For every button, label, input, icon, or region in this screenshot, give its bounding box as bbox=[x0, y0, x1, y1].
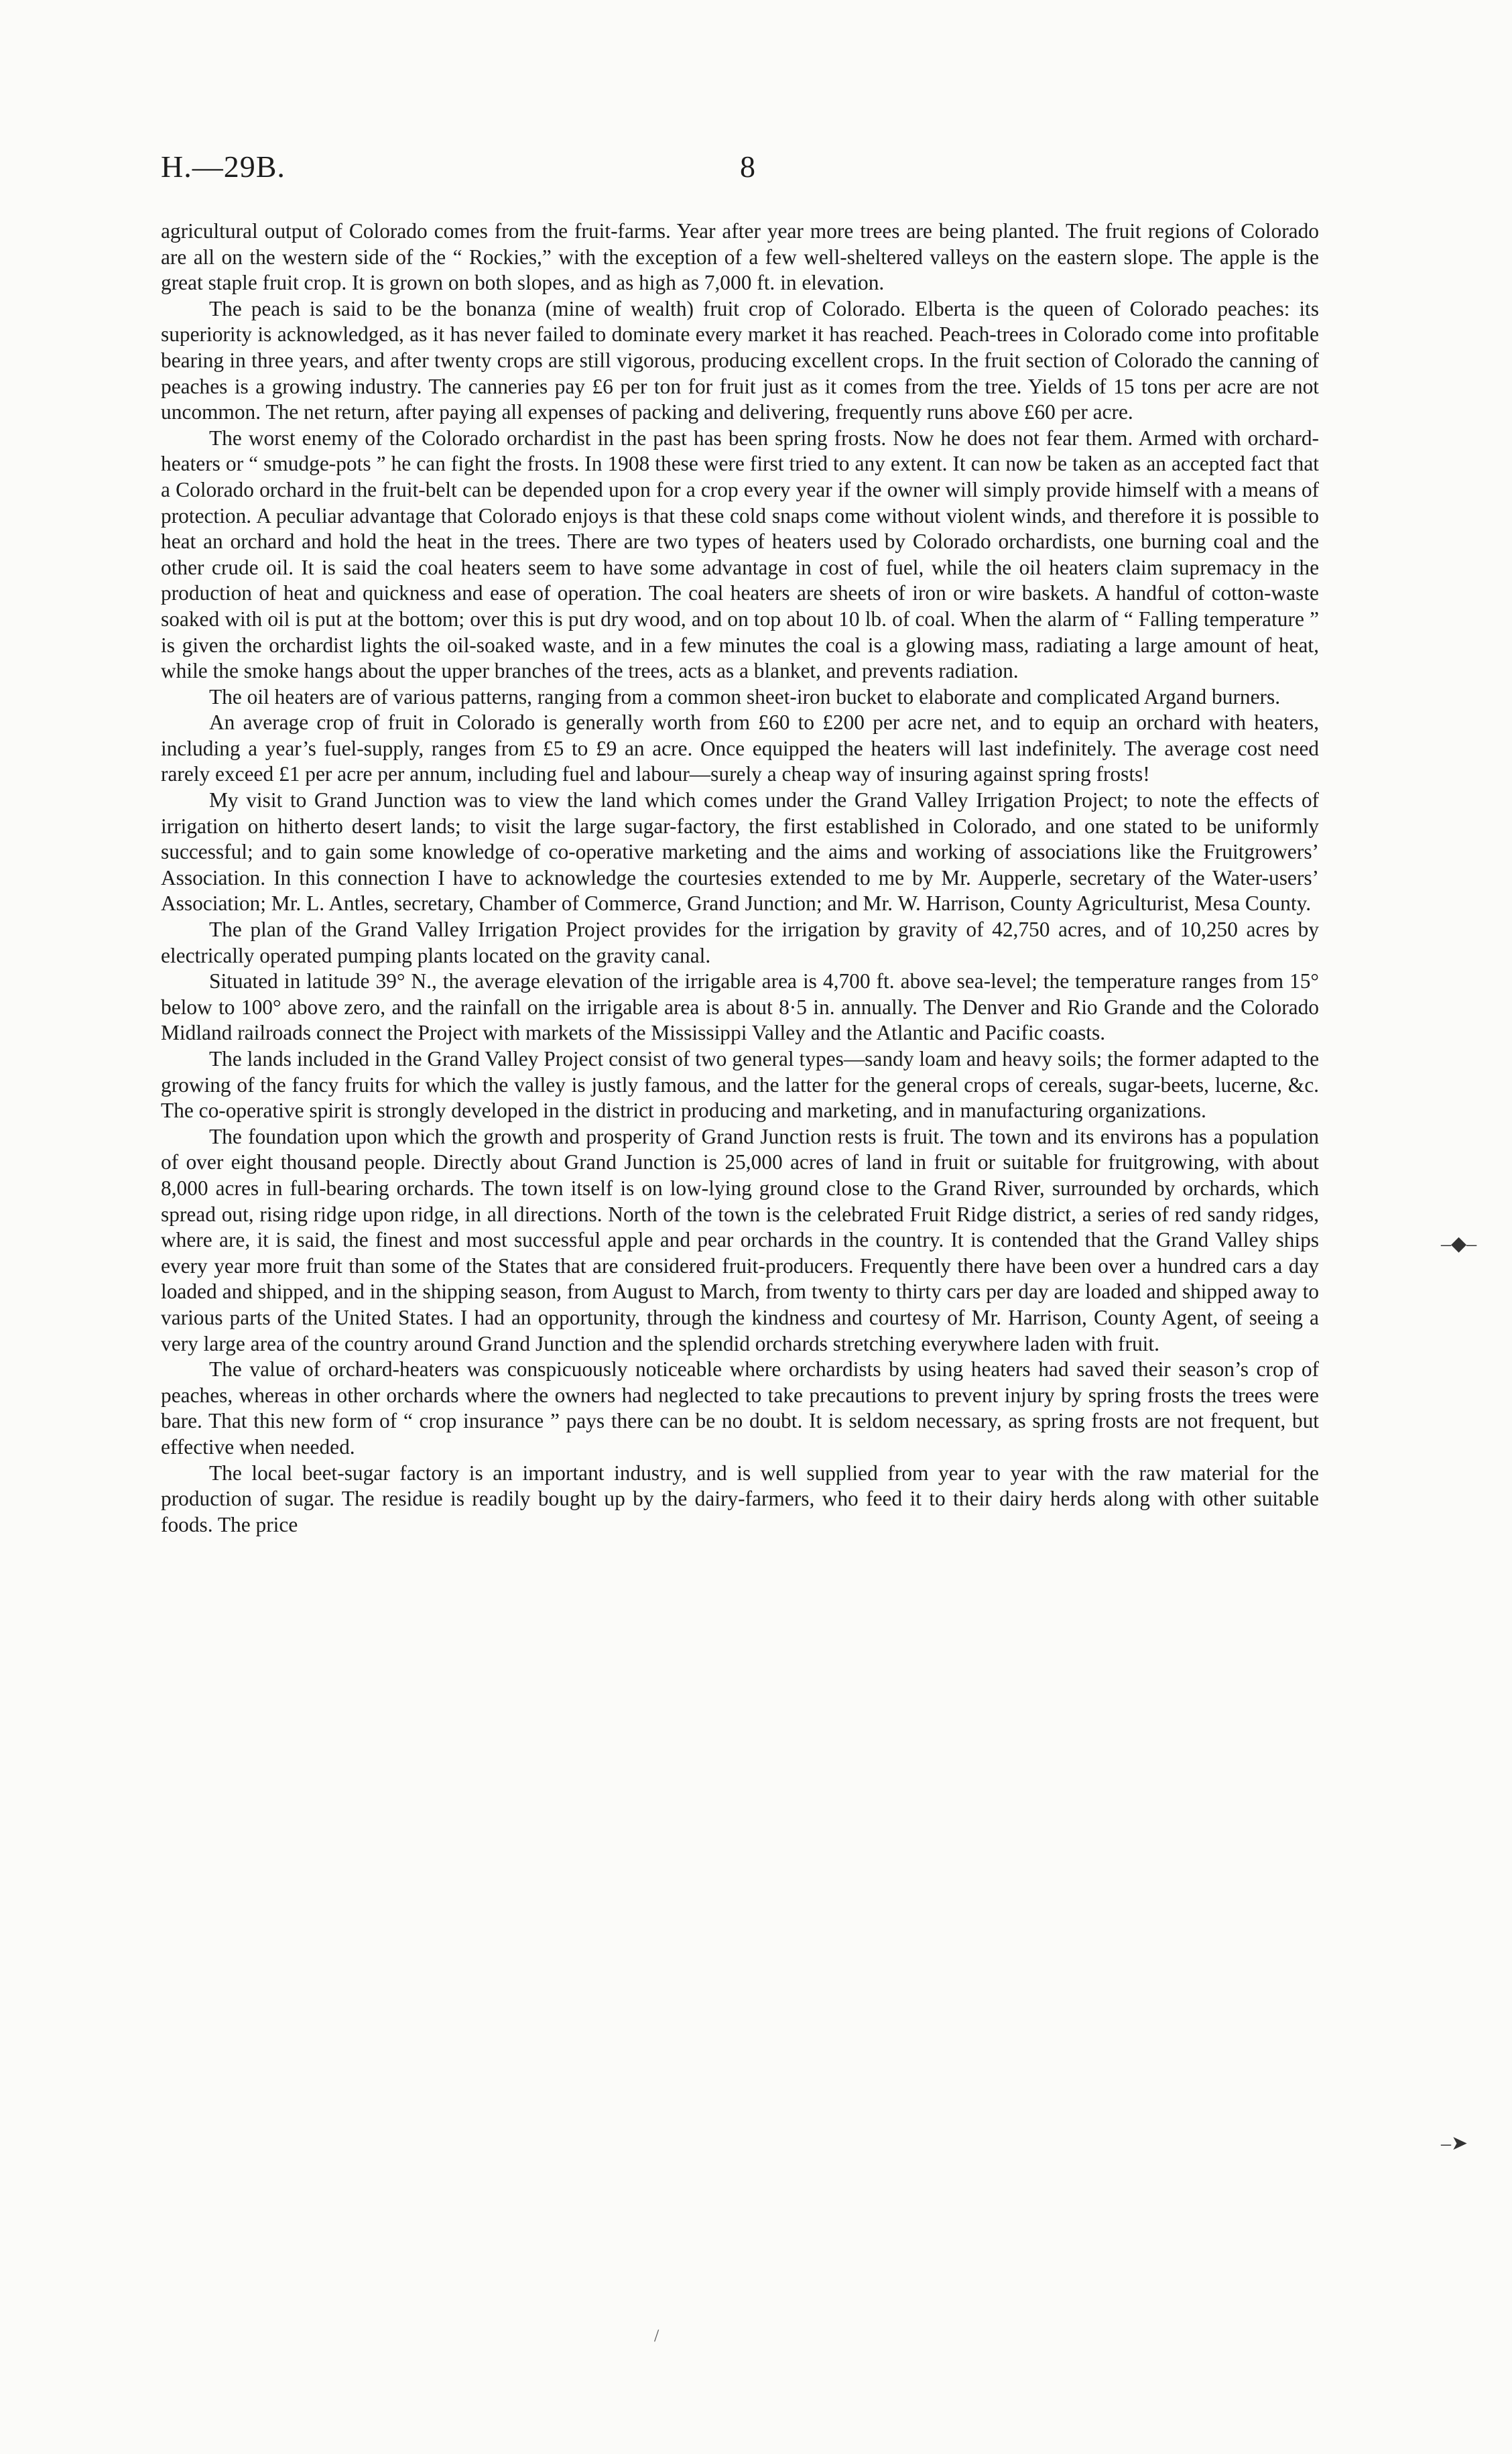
body-text bbox=[161, 219, 1319, 1538]
paragraph-spring-frosts: The worst enemy of the Colorado orchardist in the past has been spring frosts. Now he does not fear them. Armed with orchard-heaters or “ smudge-pots ” he can fight the frosts. In 1908 these were first tried to any extent. It can now be taken as an accepted fact that a Colorado orchard in the fruit-belt can be depended upon for a crop every year if the owner will simply provide himself with a means of protection. A peculiar advantage that Colorado enjoys is that these cold snaps come without violent winds, and therefore it is possible to heat an orchard and hold the heat in the trees. There are two types of heaters used by Colorado orchardists, one burning coal and the other crude oil. It is said the coal heaters seem to have some advantage in cost of fuel, while the oil heaters claim supremacy in the production of heat and quickness and ease of operation. The coal heaters are sheets of iron or wire baskets. A handful of cotton-waste soaked with oil is put at the bottom; over this is put dry wood, and on top about 10 lb. of coal. When the alarm of “ Falling temperature ” is given the orchardist lights the oil-soaked waste, and in a few minutes the coal is a glowing mass, radiating a large amount of heat, while the smoke hangs about the upper branches of the trees, acts as a blanket, and prevents radiation. bbox=[161, 426, 1319, 683]
page-number: 8 bbox=[740, 149, 755, 184]
paragraph-beet-sugar: The local beet-sugar factory is an important industry, and is well supplied from year to year with the raw material for the production of sugar. The residue is readily bought up by the dairy-farmers, who feed it to their dairy herds along with other suitable foods. The price bbox=[161, 1461, 1319, 1536]
paragraph-grand-junction-visit: My visit to Grand Junction was to view the land which comes under the Grand Valley Irrigation Project; to note the effects of irrigation on hitherto desert lands; to visit the large sugar-factory, the first established in Colorado, and one stated to be uniformly successful; and to gain some knowledge of co-operative marketing and the aims and working of associations like the Fruitgrowers’ Association. In this connection I have to acknowledge the courtesies extended to me by Mr. Aupperle, secretary of the Water-users’ Association; Mr. L. Antles, secretary, Chamber of Commerce, Grand Junction; and Mr. W. Harrison, County Agriculturist, Mesa County. bbox=[161, 788, 1319, 916]
paragraph-peach: The peach is said to be the bonanza (mine of wealth) fruit crop of Colorado. Elberta is the queen of Colorado peaches: its superiority is acknowledged, as it has never failed to dominate every market it has reached. Peach-trees in Colorado come into profitable bearing in three years, and after twenty crops are still vigorous, producing excellent crops. In the fruit section of Colorado the canning of peaches is a growing industry. The canneries pay £6 per ton for fruit just as it comes from the tree. Yields of 15 tons per acre are not uncommon. The net return, after paying all expenses of packing and delivering, frequently runs above £60 per acre. bbox=[161, 296, 1319, 424]
margin-mark: –➤ bbox=[1441, 2132, 1468, 2154]
paragraph-average-crop: An average crop of fruit in Colorado is generally worth from £60 to £200 per acre net, and to equip an orchard with heaters, including a year’s fuel-supply, ranges from £5 to £9 an acre. Once equipped the heaters will last indefinitely. The average cost need rarely exceed £1 per acre per annum, including fuel and labour—surely a cheap way of insuring against spring frosts! bbox=[161, 711, 1319, 786]
margin-mark: –◆– bbox=[1441, 1233, 1477, 1255]
bottom-mark: / bbox=[654, 2326, 659, 2345]
paragraph-latitude: Situated in latitude 39° N., the average elevation of the irrigable area is 4,700 ft. above sea-level; the temperature ranges from 15° below to 100° above zero, and the rainfall on the irrigable area is about 8·5 in. annually. The Denver and Rio Grande and the Colorado Midland railroads connect the Project with markets of the Mississippi Valley and the Atlantic and Pacific coasts. bbox=[161, 969, 1319, 1045]
page-header bbox=[161, 149, 1354, 189]
paragraph-lands: The lands included in the Grand Valley Project consist of two general types—sandy loam and heavy soils; the former adapted to the growing of the fancy fruits for which the valley is justly famous, and the latter for the general crops of cereals, sugar-beets, lucerne, &c. The co-operative spirit is strongly developed in the district in producing and marketing, and in manufacturing organizations. bbox=[161, 1047, 1319, 1123]
paragraph-orchard-heaters: The value of orchard-heaters was conspicuously noticeable where orchardists by using heaters had saved their season’s crop of peaches, whereas in other orchards where the owners had neglected to take precautions to prevent injury by spring frosts the trees were bare. That this new form of “ crop insurance ” pays there can be no doubt. It is seldom necessary, as spring frosts are not frequent, but effective when needed. bbox=[161, 1357, 1319, 1459]
paragraph-fruit-farms: agricultural output of Colorado comes from the fruit-farms. Year after year more trees are being planted. The fruit regions of Colorado are all on the western side of the “ Rockies,” with the exception of a few well-sheltered valleys on the eastern slope. The apple is the great staple fruit crop. It is grown on both slopes, and as high as 7,000 ft. in elevation. bbox=[161, 219, 1319, 295]
paragraph-oil-heaters: The oil heaters are of various patterns, ranging from a common sheet-iron bucket to elaborate and complicated Argand burners. bbox=[209, 684, 1281, 709]
paragraph-irrigation-plan: The plan of the Grand Valley Irrigation Project provides for the irrigation by gravity of 42,750 acres, and of 10,250 acres by electrically operated pumping plants located on the gravity canal. bbox=[161, 918, 1319, 967]
document-reference: H.—29B. bbox=[161, 149, 286, 184]
paragraph-foundation: The foundation upon which the growth and prosperity of Grand Junction rests is fruit. The town and its environs has a population of over eight thousand people. Directly about Grand Junction is 25,000 acres of land in fruit or suitable for fruitgrowing, with about 8,000 acres in full-bearing orchards. The town itself is on low-lying ground close to the Grand River, surrounded by orchards, which spread out, rising ridge upon ridge, in all directions. North of the town is the celebrated Fruit Ridge district, a series of red sandy ridges, where are, it is said, the finest and most successful apple and pear orchards in the country. It is contended that the Grand Valley ships every year more fruit than some of the States that are considered fruit-producers. Frequently there have been over a hundred cars a day loaded and shipped, and in the shipping season, from August to March, from twenty to thirty cars per day are loaded and shipped away to various parts of the United States. I had an opportunity, through the kindness and courtesy of Mr. Harrison, County Agent, of seeing a very large area of the country around Grand Junction and the splendid orchards stretching everywhere laden with fruit. bbox=[161, 1124, 1319, 1355]
